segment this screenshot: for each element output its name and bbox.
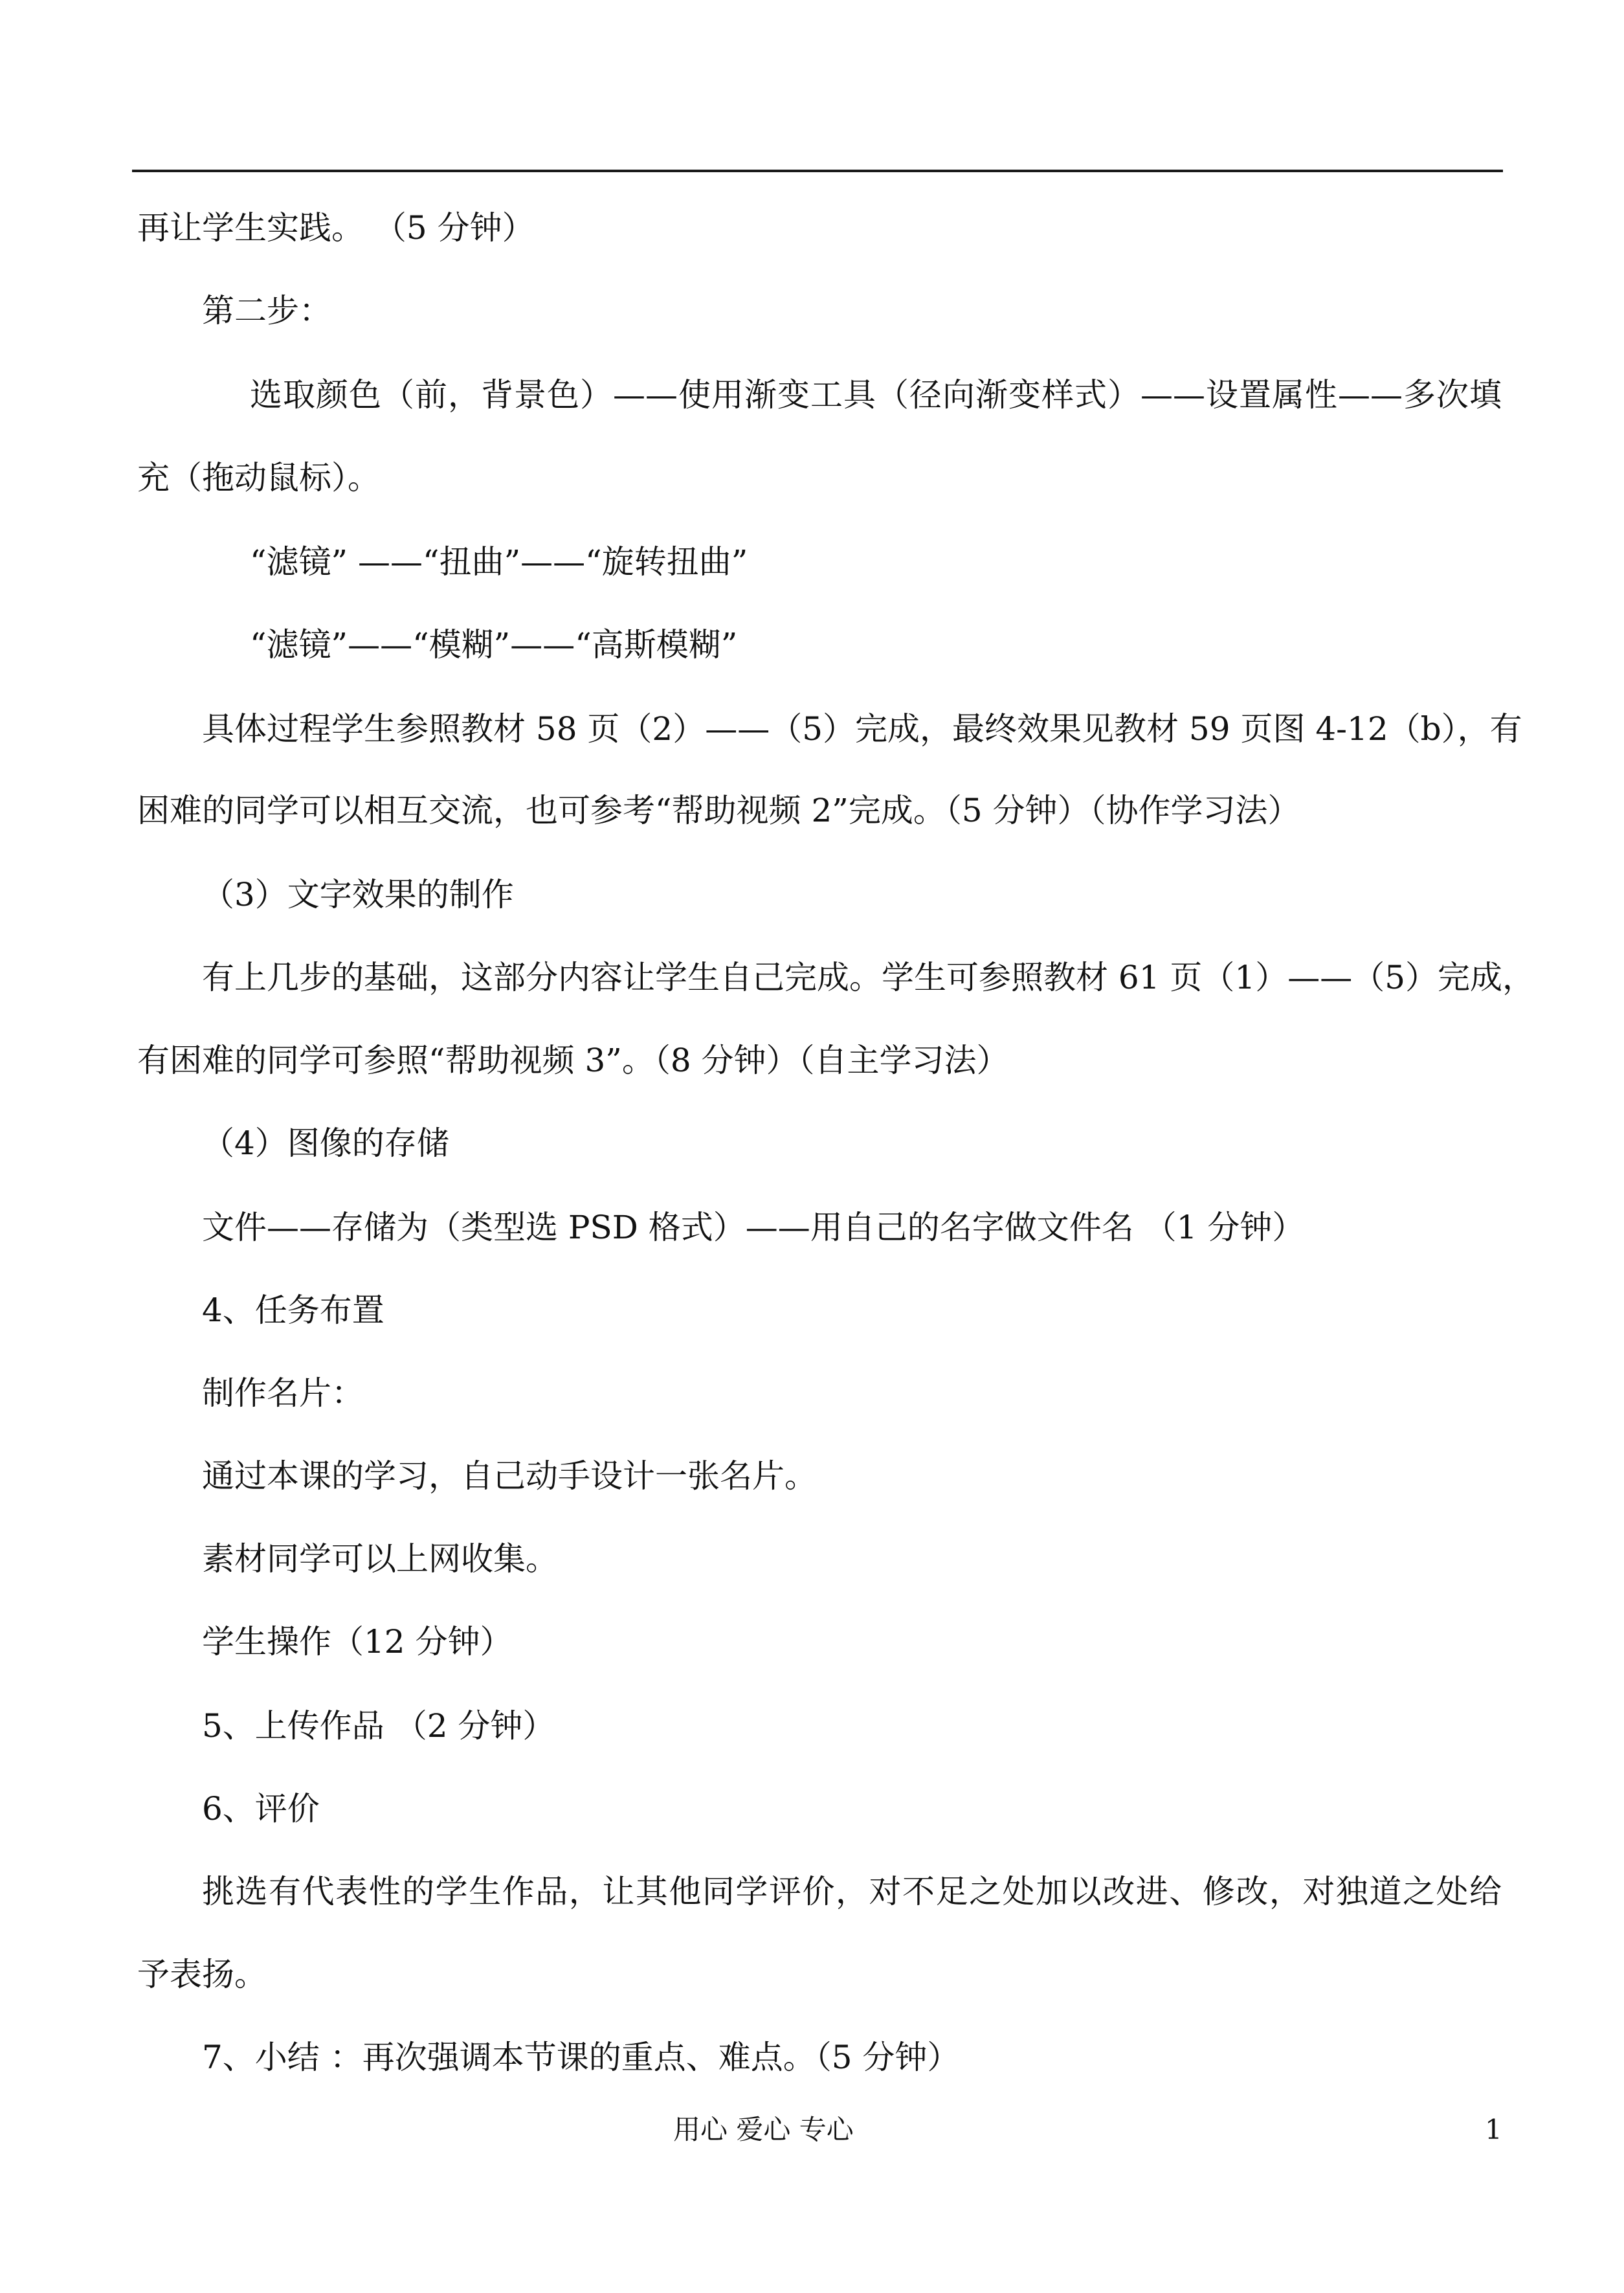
footer-motto: 用心 爱心 专心: [673, 2114, 854, 2145]
text-line: （3）文字效果的制作: [202, 876, 514, 913]
page-number: 1: [1485, 2114, 1502, 2145]
text-line: 具体过程学生参照教材 58 页（2）——（5）完成，最终效果见教材 59 页图 4-12（b），有: [202, 710, 1522, 748]
text-line: “滤镜”——“模糊”——“高斯模糊”: [250, 626, 738, 664]
text-line: 第二步：: [202, 292, 331, 330]
text-line: 学生操作（12 分钟）: [202, 1623, 513, 1661]
text-line: 文件——存储为（类型选 PSD 格式）——用自己的名字做文件名 （1 分钟）: [202, 1209, 1305, 1246]
text-line: （4）图像的存储: [202, 1124, 449, 1162]
text-line: 有困难的同学可参照“帮助视频 3”。（8 分钟）（自主学习法）: [137, 1042, 1009, 1079]
text-line: 有上几步的基础，这部分内容让学生自己完成。学生可参照教材 61 页（1）——（5）完成，: [202, 959, 1535, 996]
text-line: 制作名片：: [202, 1374, 364, 1412]
text-line: 7、小结 ：再次强调本节课的重点、难点。（5 分钟）: [202, 2039, 960, 2076]
text-line: “滤镜” ——“扭曲”——“旋转扭曲”: [250, 543, 748, 581]
text-line: 困难的同学可以相互交流，也可参考“帮助视频 2”完成。（5 分钟）（协作学习法）: [137, 792, 1300, 829]
text-line: 5、上传作品 （2 分钟）: [202, 1707, 555, 1745]
text-line: 6、评价: [202, 1790, 320, 1828]
text-line: 素材同学可以上网收集。: [202, 1540, 558, 1578]
header-rule: [132, 170, 1503, 172]
text-line: 4、任务布置: [202, 1292, 384, 1329]
text-line: 予表扬。: [137, 1956, 267, 1993]
text-line: 选取颜色（前，背景色）——使用渐变工具（径向渐变样式）——设置属性——多次填: [250, 376, 1502, 414]
text-line: 挑选有代表性的学生作品，让其他同学评价，对不足之处加以改进、修改，对独道之处给: [202, 1873, 1502, 1910]
text-line: 充（拖动鼠标）。: [137, 459, 380, 497]
text-line: 通过本课的学习，自己动手设计一张名片。: [202, 1457, 817, 1495]
text-line: 再让学生实践。 （5 分钟）: [137, 209, 535, 247]
